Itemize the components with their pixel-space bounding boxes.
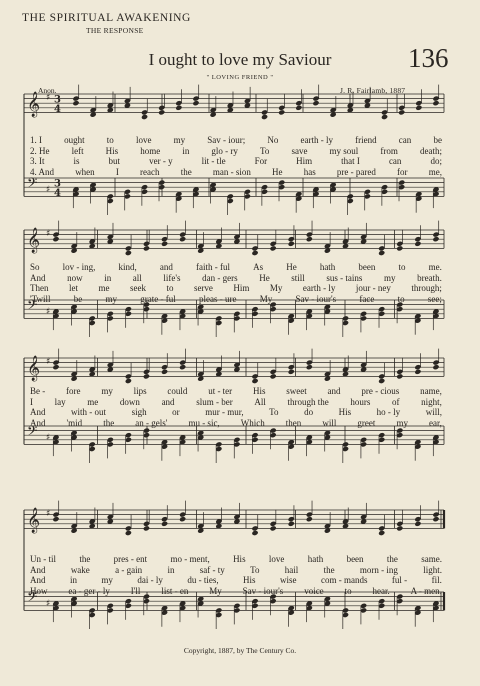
lyric-syllable: mur - mur, — [205, 407, 244, 418]
lyric-syllable: of — [392, 396, 400, 407]
lyric-syllable: my — [101, 386, 113, 396]
copyright-notice: Copyright, 1887, by The Century Co. — [183, 646, 297, 655]
lyric-syllable: the — [103, 417, 115, 428]
lyric-syllable: all — [132, 272, 142, 283]
lyric-syllable: fore — [66, 386, 81, 396]
lyric-syllable: the — [180, 166, 192, 177]
lyric-syllable: My — [209, 585, 222, 596]
lyric-syllable: left — [71, 145, 84, 156]
lyric-syllable: Be - — [30, 386, 46, 396]
time-signature: 3 — [54, 178, 61, 190]
lyric-syllable: and — [161, 396, 175, 407]
lyric-syllable: A - men. — [410, 585, 442, 596]
note-head — [295, 105, 302, 111]
note-head — [52, 236, 59, 242]
lyric-syllable: same. — [421, 554, 442, 564]
lyric-syllable: to — [166, 283, 174, 294]
hymn-title: I ought to love my Saviour — [148, 50, 332, 69]
lyric-syllable: 3. It — [30, 156, 45, 167]
note-head — [52, 364, 59, 370]
lyric-line — [30, 146, 442, 156]
lyric-syllable: His — [233, 554, 246, 564]
lyric-syllable: then — [285, 417, 302, 428]
lyric-syllable: His — [105, 145, 119, 156]
lyric-syllable: my — [101, 575, 113, 586]
lyric-syllable: And — [30, 272, 46, 283]
note-head — [52, 516, 59, 522]
lyric-syllable: or — [172, 407, 180, 418]
bass-clef-icon: 𝄢 — [27, 175, 38, 194]
lyric-syllable: I'll — [130, 585, 141, 596]
note-head — [381, 114, 388, 120]
note-head — [72, 100, 79, 106]
lyric-syllable: How — [30, 585, 48, 596]
lyric-syllable: Un - til — [30, 554, 56, 564]
lyric-syllable: faith - ful — [195, 262, 230, 272]
note-head — [251, 378, 258, 384]
lyric-syllable: mu - sic, — [188, 417, 220, 428]
note-head — [415, 105, 422, 111]
lyric-syllable: will — [322, 417, 337, 428]
lyric-syllable: man - sion — [212, 166, 251, 177]
note-head — [306, 516, 313, 522]
lyric-syllable: my — [173, 135, 186, 145]
lyric-syllable: be — [433, 135, 442, 145]
note-head — [161, 521, 168, 527]
note-head — [288, 369, 295, 375]
note-head — [288, 241, 295, 247]
lyric-syllable: To — [269, 407, 279, 418]
note-head — [398, 109, 405, 115]
lyric-syllable: ea - ger - ly — [68, 585, 110, 596]
lyric-line — [30, 575, 442, 585]
lyric-syllable: sigh — [131, 407, 147, 418]
lyric-syllable: light. — [423, 564, 442, 575]
note-head — [378, 530, 385, 536]
lyric-syllable: sweet — [286, 386, 307, 396]
lyric-syllable: death; — [419, 145, 442, 156]
lyric-syllable: can — [388, 156, 402, 167]
lyric-syllable: do — [304, 407, 314, 418]
lyric-syllable: grate - ful — [140, 293, 176, 304]
treble-clef-icon: 𝄞 — [27, 228, 41, 253]
lyric-syllable: me — [87, 396, 99, 407]
lyric-syllable: greet — [357, 417, 376, 428]
lyric-syllable: pres - ent — [113, 554, 148, 564]
lyric-syllable: through the — [287, 396, 329, 407]
sharp-icon: ♯ — [46, 433, 51, 443]
lyric-syllable: So — [30, 262, 40, 272]
sharp-icon: ♯ — [46, 357, 51, 367]
lyric-syllable: My — [259, 293, 273, 304]
lyric-syllable: And — [30, 407, 46, 418]
lyric-syllable: lay — [54, 396, 66, 407]
note-head — [414, 521, 421, 527]
note-head — [125, 530, 132, 536]
lyric-syllable: lips — [133, 386, 147, 396]
lyric-line — [30, 397, 442, 407]
lyric-syllable: As — [253, 262, 264, 272]
lyric-syllable: hear. — [372, 585, 390, 596]
lyric-syllable: He — [286, 262, 297, 272]
lyric-syllable: I — [30, 396, 33, 407]
note-head — [192, 100, 199, 106]
lyric-syllable: the — [79, 554, 91, 564]
lyric-syllable: has — [303, 166, 316, 177]
note-head — [161, 369, 168, 375]
lyric-line — [30, 273, 442, 283]
lyric-syllable: lit - tle — [201, 156, 226, 167]
lyric-syllable: in — [69, 575, 77, 586]
lyric-syllable: jour - ney — [355, 283, 391, 294]
author-credit: J. R. Fairlamb, 1887 — [340, 86, 406, 95]
lyric-syllable: And — [30, 575, 46, 586]
note-head — [161, 241, 168, 247]
lyric-syllable: but — [108, 156, 121, 167]
lyric-syllable: in — [167, 564, 175, 575]
lyric-syllable: is — [73, 156, 80, 167]
note-head — [175, 105, 182, 111]
bass-clef-icon: 𝄢 — [27, 589, 38, 608]
lyric-syllable: name, — [420, 386, 442, 396]
note-head — [143, 245, 150, 251]
note-head — [141, 114, 148, 120]
sharp-icon: ♯ — [46, 599, 51, 609]
lyric-syllable: could — [167, 386, 188, 396]
note-head — [432, 364, 439, 370]
lyric-syllable: ear, — [429, 417, 442, 428]
lyric-syllable: wise — [280, 575, 297, 586]
lyric-line — [30, 407, 442, 417]
bass-clef-icon: 𝄢 — [27, 297, 38, 316]
lyric-syllable: to — [344, 585, 352, 596]
lyric-syllable: hours — [350, 396, 371, 407]
lyric-syllable: when — [75, 166, 95, 177]
note-head — [270, 245, 277, 251]
lyric-syllable: hail — [284, 564, 299, 575]
treble-clef-icon: 𝄞 — [27, 92, 41, 117]
lyric-syllable: the — [323, 564, 335, 575]
lyric-syllable: night, — [421, 396, 442, 407]
note-head — [143, 373, 150, 379]
lyric-syllable: home — [140, 145, 161, 156]
lyric-syllable: fil. — [431, 575, 442, 586]
time-signature: 3 — [54, 94, 61, 106]
lyric-syllable: kind, — [118, 262, 137, 272]
lyric-syllable: for — [397, 166, 408, 177]
lyric-syllable: ought — [64, 135, 85, 145]
lyric-syllable: morn - ing — [359, 564, 398, 575]
note-head — [414, 241, 421, 247]
lyric-syllable: an - gels' — [135, 417, 168, 428]
lyric-syllable: in — [104, 272, 112, 283]
lyric-line — [30, 262, 442, 272]
lyric-line — [30, 554, 442, 564]
lyric-syllable: can — [398, 135, 412, 145]
lyric-syllable: do; — [430, 156, 442, 167]
lyric-syllable: du - ties, — [187, 575, 219, 586]
lyric-syllable: To — [260, 145, 270, 156]
collection-title: THE SPIRITUAL AWAKENING — [22, 12, 191, 24]
lyric-syllable: life's — [163, 272, 181, 283]
note-head — [432, 516, 439, 522]
lyric-syllable: face — [359, 293, 375, 304]
tune-name: " LOVING FRIEND " — [206, 74, 274, 81]
note-head — [179, 364, 186, 370]
lyric-syllable: slum - ber — [196, 396, 233, 407]
lyric-syllable: me. — [428, 262, 442, 272]
lyric-line — [30, 135, 442, 145]
treble-clef-icon: 𝄞 — [27, 508, 41, 533]
bass-clef-icon: 𝄢 — [27, 423, 38, 442]
lyric-syllable: lov - ing, — [62, 262, 96, 272]
lyric-syllable: And — [30, 564, 46, 575]
sharp-icon: ♯ — [46, 93, 51, 103]
sharp-icon: ♯ — [46, 509, 51, 519]
lyric-syllable: still — [291, 272, 305, 283]
lyric-syllable: voice — [304, 585, 324, 596]
lyric-syllable: with - out — [71, 407, 107, 418]
note-head — [270, 525, 277, 531]
lyric-syllable: will, — [425, 407, 442, 418]
lyric-syllable: been — [358, 262, 376, 272]
lyric-syllable: to — [398, 262, 406, 272]
note-head — [414, 369, 421, 375]
lyric-syllable: dai - ly — [137, 575, 163, 586]
lyric-syllable: ho - ly — [376, 407, 401, 418]
time-signature: 4 — [54, 188, 61, 199]
lyric-syllable: Then — [30, 283, 49, 294]
lyric-syllable: let — [68, 283, 78, 294]
lyric-syllable: Sav - iour's — [242, 585, 284, 596]
note-head — [312, 100, 319, 106]
lyric-syllable: For — [254, 156, 268, 167]
note-head — [378, 378, 385, 384]
lyric-syllable: hath — [319, 262, 336, 272]
lyric-syllable: earth - ly — [302, 283, 336, 294]
lyric-syllable: pre - pared — [336, 166, 376, 177]
note-head — [278, 109, 285, 115]
lyric-syllable: seek — [129, 283, 146, 294]
lyric-syllable: and — [327, 386, 341, 396]
lyric-syllable: 'mid — [66, 417, 83, 428]
lyric-syllable: hath — [307, 554, 324, 564]
lyric-syllable: dan - gers — [202, 272, 238, 283]
lyric-syllable: His — [243, 575, 256, 586]
lyric-syllable: ut - ter — [208, 386, 233, 396]
lyric-syllable: earth - ly — [300, 135, 334, 145]
lyric-syllable: com - mands — [320, 575, 368, 586]
lyric-syllable: save — [291, 145, 308, 156]
lyric-syllable: 4. And — [30, 166, 55, 177]
sharp-icon: ♯ — [46, 307, 51, 317]
note-head — [179, 516, 186, 522]
lyric-syllable: mo - ment, — [170, 554, 210, 564]
lyric-syllable: my — [105, 293, 118, 304]
note-head — [251, 530, 258, 536]
lyric-syllable: love — [135, 135, 152, 145]
lyric-syllable: be — [73, 293, 83, 304]
lyric-syllable: Sav - iour's — [295, 293, 337, 304]
treble-clef-icon: 𝄞 — [27, 356, 41, 381]
lyric-syllable: 1. I — [30, 135, 42, 145]
lyric-syllable: pre - cious — [361, 386, 400, 396]
note-head — [143, 525, 150, 531]
lyric-syllable: And — [30, 417, 46, 428]
note-head — [158, 109, 165, 115]
note-head — [306, 364, 313, 370]
lyric-syllable: my — [396, 417, 408, 428]
lyric-syllable: I — [115, 166, 119, 177]
lyric-line — [30, 386, 442, 396]
lyric-syllable: All — [254, 396, 266, 407]
lyric-syllable: Sav - iour; — [207, 135, 246, 145]
note-head — [396, 525, 403, 531]
lyric-syllable: from — [380, 145, 398, 156]
lyric-syllable: ful - — [391, 575, 408, 586]
lyric-line — [30, 156, 442, 166]
lyric-syllable: friend — [355, 135, 377, 145]
lyric-syllable: His — [252, 386, 266, 396]
lyric-syllable: and — [159, 262, 173, 272]
note-head — [125, 250, 132, 256]
lyric-syllable: through; — [411, 283, 442, 294]
lyric-line — [30, 283, 442, 293]
lyric-syllable: glo - ry — [211, 145, 238, 156]
lyric-line — [30, 418, 442, 428]
lyric-line — [30, 586, 442, 596]
note-head — [125, 378, 132, 384]
lyric-syllable: my soul — [329, 145, 359, 156]
lyric-syllable: list - en — [161, 585, 189, 596]
note-head — [432, 100, 439, 106]
lyric-syllable: down — [119, 396, 140, 407]
lyric-syllable: ver - y — [149, 156, 173, 167]
lyric-line — [30, 565, 442, 575]
lyric-syllable: Which — [240, 417, 265, 428]
hymn-number: 136 — [408, 43, 449, 73]
lyric-syllable: now — [67, 272, 83, 283]
lyric-syllable: His — [338, 407, 352, 418]
lyric-syllable: serve — [193, 283, 213, 294]
lyric-line — [30, 294, 442, 304]
note-head — [396, 245, 403, 251]
lyric-syllable: My — [269, 283, 283, 294]
lyric-syllable: a - gain — [115, 564, 143, 575]
lyric-syllable: me — [98, 283, 110, 294]
lyric-line — [30, 167, 442, 177]
note-head — [396, 373, 403, 379]
composer-credit: Anon. — [38, 86, 57, 95]
lyric-syllable: the — [386, 554, 398, 564]
lyric-syllable: to — [106, 135, 114, 145]
note-head — [179, 236, 186, 242]
note-head — [251, 250, 258, 256]
lyric-syllable: been — [346, 554, 364, 564]
lyric-syllable: see; — [427, 293, 442, 304]
lyric-syllable: reach — [140, 166, 160, 177]
time-signature: 4 — [54, 104, 61, 115]
lyric-syllable: that I — [341, 156, 360, 167]
note-head — [306, 236, 313, 242]
lyric-syllable: 2. He — [30, 145, 50, 156]
lyric-syllable: To — [250, 564, 260, 575]
note-head — [288, 521, 295, 527]
lyric-syllable: He — [272, 166, 283, 177]
lyric-syllable: Him — [296, 156, 313, 167]
lyric-syllable: pleas - ure — [199, 293, 237, 304]
lyric-syllable: sus - tains — [326, 272, 363, 283]
lyric-syllable: breath. — [417, 272, 442, 283]
note-head — [261, 114, 268, 120]
sharp-icon: ♯ — [46, 229, 51, 239]
lyric-syllable: 'Twill — [30, 293, 51, 304]
lyric-syllable: love — [268, 554, 285, 564]
lyric-syllable: my — [384, 272, 396, 283]
note-head — [432, 236, 439, 242]
sharp-icon: ♯ — [46, 185, 51, 195]
section-title: THE RESPONSE — [86, 26, 144, 35]
lyric-syllable: saf - ty — [199, 564, 225, 575]
note-head — [270, 373, 277, 379]
lyric-syllable: Him — [233, 283, 250, 294]
lyric-syllable: in — [182, 145, 190, 156]
lyric-syllable: wake — [70, 564, 90, 575]
lyric-syllable: to — [397, 293, 405, 304]
note-head — [378, 250, 385, 256]
lyric-syllable: He — [259, 272, 270, 283]
lyric-syllable: No — [267, 135, 279, 145]
lyric-syllable: me, — [428, 166, 442, 177]
